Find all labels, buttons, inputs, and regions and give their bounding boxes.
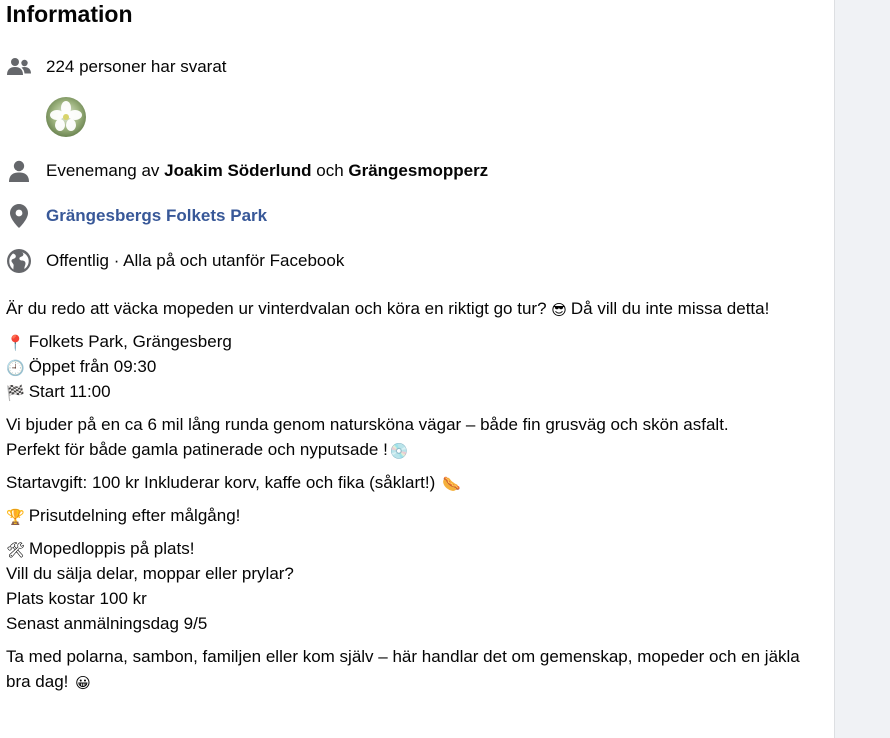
- description-intro: Är du redo att väcka mopeden ur vinterdvalan och köra en riktigt go tur? 😎 Då vill du inte missa detta!: [6, 299, 770, 319]
- privacy-row: [6, 248, 344, 274]
- event-description: [6, 296, 821, 694]
- route-line-1: Vi bjuder på en ca 6 mil lång runda genom natursköna vägar – både fin grusväg och skön asfalt.: [6, 415, 729, 434]
- event-host-prefix: Evenemang av: [46, 161, 165, 180]
- place-line: 📍 Folkets Park, Grängesberg: [6, 332, 232, 352]
- right-sidebar-area: [836, 0, 890, 738]
- responses-row[interactable]: [6, 54, 227, 80]
- host-joakim-link[interactable]: Joakim Söderlund: [164, 161, 312, 180]
- hotdog-emoji: 🌭: [442, 476, 461, 493]
- start-line: 🏁 Start 11:00: [6, 382, 111, 402]
- outro-line: Ta med polarna, sambon, familjen eller kom själv – här handlar det om gemenskap, mopeder och en jäkla bra dag! 😀: [6, 647, 800, 692]
- person-icon: [6, 158, 32, 184]
- sunglasses-emoji: 😎: [551, 302, 567, 319]
- flea-deadline-line: Senast anmälningsdag 9/5: [6, 614, 208, 633]
- flea-price-line: Plats kostar 100 kr: [6, 589, 147, 608]
- open-line: 🕘 Öppet från 09:30: [6, 357, 157, 377]
- section-title: Information: [6, 1, 133, 27]
- host-grangesmopperz-link[interactable]: Grängesmopperz: [348, 161, 489, 180]
- location-row: [6, 203, 267, 229]
- fee-line: Startavgift: 100 kr Inkluderar korv, kaffe och fika (såklart!) 🌭: [6, 473, 461, 493]
- grinning-emoji: 😀: [75, 675, 91, 692]
- checkered-flag-emoji: 🏁: [6, 385, 25, 402]
- event-host-row: [6, 158, 488, 184]
- event-host-connector: och: [311, 161, 349, 180]
- flea-title-line: 🛠 Mopedloppis på plats!: [6, 539, 195, 559]
- clock-emoji: 🕘: [6, 360, 25, 377]
- disc-emoji: 💿: [389, 443, 409, 460]
- route-line-2: Perfekt för både gamla patinerade och nyputsade ! 💿: [6, 440, 409, 460]
- privacy-text: Offentlig · Alla på och utanför Facebook: [46, 251, 345, 270]
- pin-emoji: 📍: [6, 335, 25, 352]
- responses-text: 224 personer har svarat: [46, 57, 227, 76]
- tools-emoji: 🛠: [6, 542, 26, 559]
- prize-line: 🏆 Prisutdelning efter målgång!: [6, 506, 241, 526]
- globe-icon: [6, 248, 32, 274]
- people-icon: [6, 54, 32, 80]
- location-pin-icon: [6, 203, 32, 229]
- location-link[interactable]: Grängesbergs Folkets Park: [46, 206, 268, 225]
- trophy-emoji: 🏆: [6, 509, 25, 526]
- attendee-avatar[interactable]: [46, 97, 86, 137]
- flea-question-line: Vill du sälja delar, moppar eller prylar?: [6, 564, 294, 583]
